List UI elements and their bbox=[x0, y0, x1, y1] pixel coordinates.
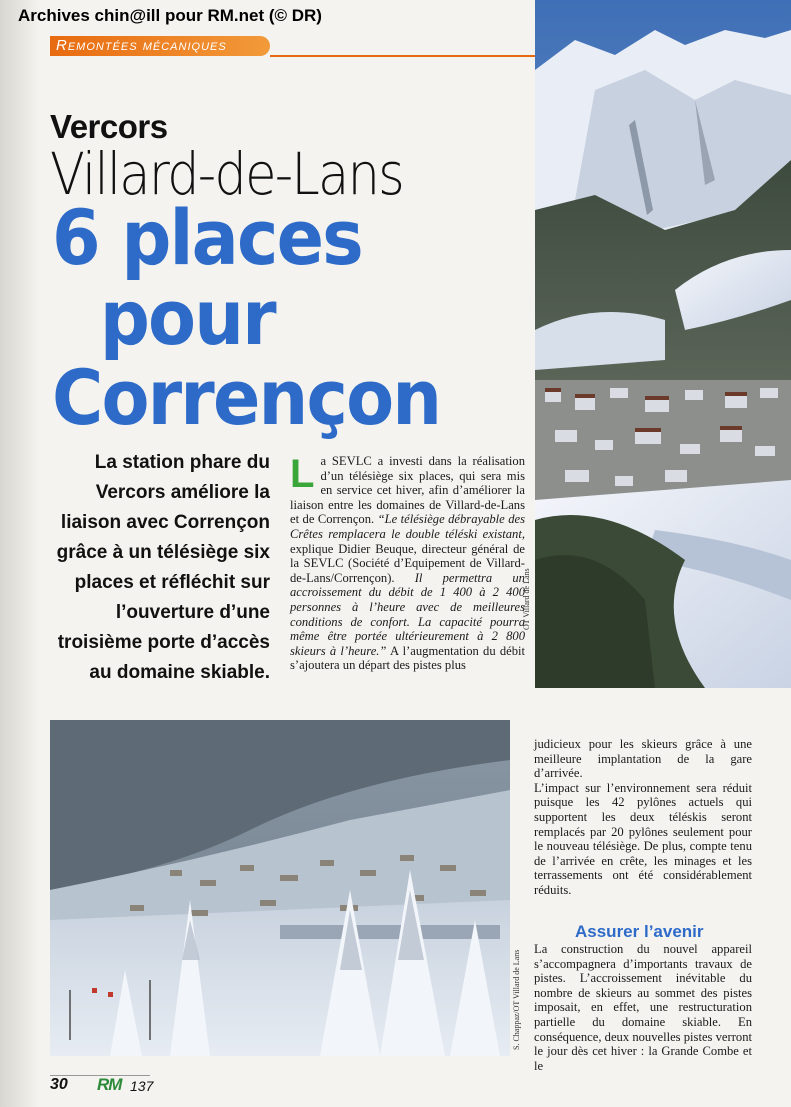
rubric-label: Remontées mécaniques bbox=[56, 37, 227, 54]
section-subhead: Assurer l’avenir bbox=[575, 922, 704, 941]
page-number: 30 bbox=[50, 1076, 68, 1093]
body-paragraph: L’impact sur l’environnement sera réduit puisque les 42 pylônes actuels qui supportent les deux téléskis seront remplacés par 20 pylônes seulement pour le nouveau télésiège. De plus, compte tenu de l’arrivée en crête, les minages et les terrassements ont été considérablement réduits. bbox=[534, 780, 752, 897]
body-paragraph: La construction du nouvel appareil s’accompagnera d’importants travaux de pistes. L’accroissement inévitable du nombre de skieurs au sommet des pistes imposait, en effet, une restructuration partielle du domaine skiable. En conséquence, deux nouvelles pistes verront le jour dès cet hiver : la Grande Combe et le bbox=[534, 942, 752, 1073]
title-place-name: Villard-de-Lans bbox=[50, 140, 403, 208]
headline-line-2: pour bbox=[99, 273, 275, 362]
rubric-tab bbox=[50, 36, 270, 56]
lead-text-3: A l’augmentation du débit s’ajoutera un départ des pistes plus bbox=[290, 643, 525, 673]
headline-line-1: 6 places bbox=[52, 193, 362, 282]
valley-town-photo bbox=[50, 720, 510, 1056]
photo-credit: OT Villard de Lans bbox=[522, 568, 531, 630]
drop-cap: L bbox=[290, 452, 315, 496]
headline-line-3: Corrençon bbox=[52, 353, 441, 442]
lead-column bbox=[290, 454, 525, 673]
lead-text-1: a SEVLC a investi dans la réalisation d’un télésiège six places, qui sera mis en service cet hiver, afin d’améliorer la liaison entre les domaines de Villard-de-Lans et de Corrençon. bbox=[290, 454, 525, 527]
page-gutter-shadow bbox=[0, 0, 40, 1107]
mountain-village-photo bbox=[535, 0, 791, 688]
kicker-region: Vercors bbox=[50, 108, 168, 145]
standfirst: La station phare du Vercors améliore la liaison avec Corrençon grâce à un télésiège six places et réfléchit sur l’ouverture d’une troisième porte d’accès au domaine skiable. bbox=[56, 452, 270, 683]
magazine-logo: RM bbox=[97, 1075, 122, 1094]
lead-text-2: explique Didier Beuque, directeur général de la SEVLC (Société d’Equipement de Villard-de-Lans/Corrençon). bbox=[290, 541, 525, 585]
body-paragraph: judicieux pour les skieurs grâce à une meilleure implantation de la gare d’arrivée. bbox=[534, 737, 752, 781]
photo-credit: S. Chappaz/OT Villard de Lans bbox=[512, 949, 521, 1050]
archive-caption: Archives chin@ill pour RM.net (© DR) bbox=[18, 6, 322, 25]
headline bbox=[52, 193, 441, 442]
body-column-right bbox=[534, 737, 752, 898]
lead-quote-1: “Le télésiège débrayable des Crêtes remplacera le double téléski existant, bbox=[290, 512, 525, 541]
rubric-rule bbox=[270, 55, 535, 57]
issue-number: 137 bbox=[130, 1078, 154, 1094]
lead-quote-2: Il permettra un accroissement du débit de 1 400 à 2 400 personnes à l’heure avec de meilleures conditions de confort. La capacité pourra même être portée ultérieurement à 2 800 skieurs à l’heure.” bbox=[290, 570, 525, 658]
